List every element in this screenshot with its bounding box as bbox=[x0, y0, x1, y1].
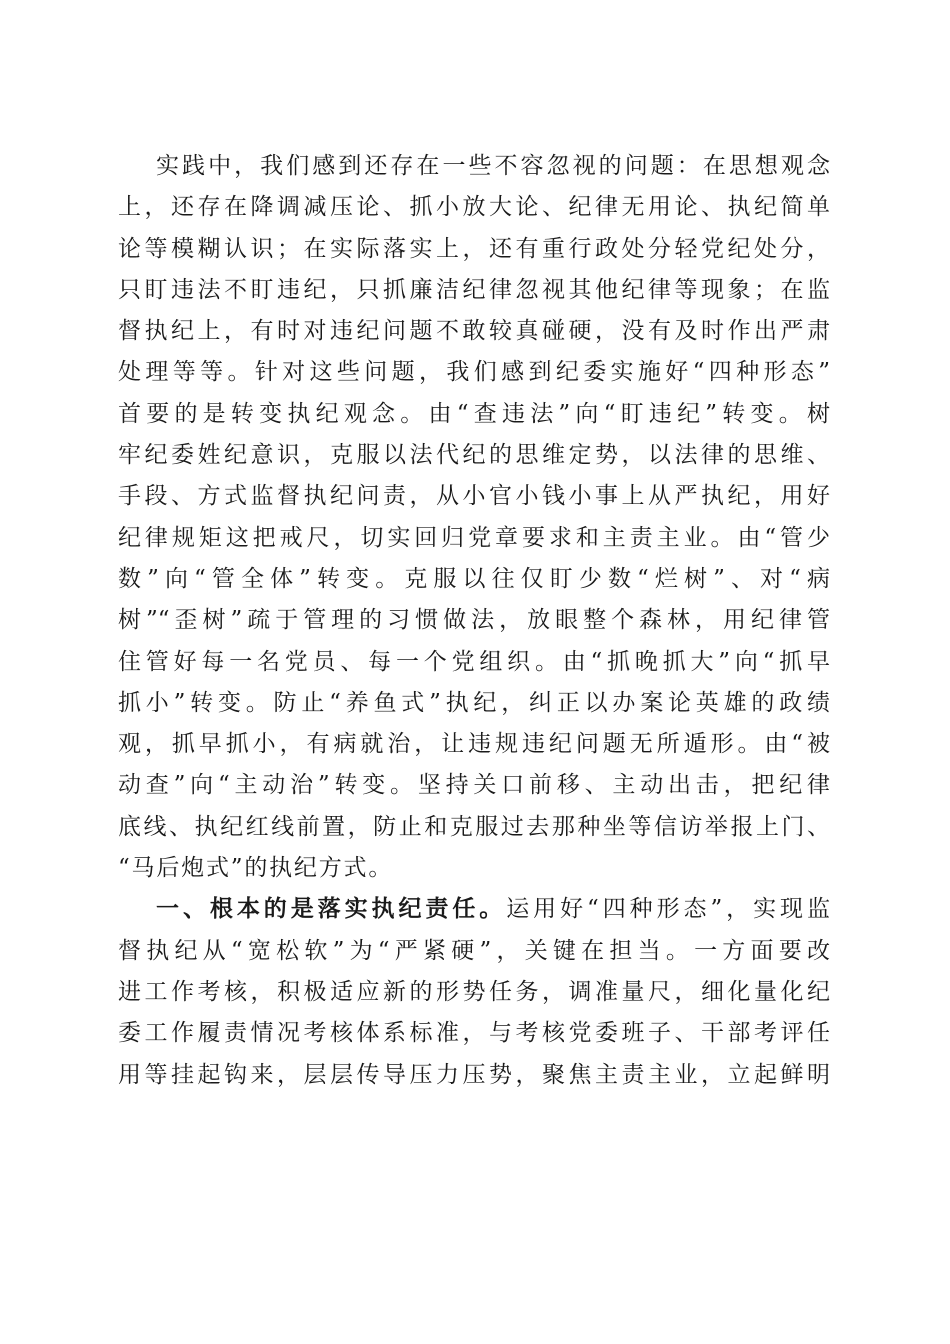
paragraph-line: 牢纪委姓纪意识，克服以法代纪的思维定势，以法律的思维、 bbox=[118, 442, 830, 469]
paragraph-line: 抓小”转变。防止“养鱼式”执纪，纠正以办案论英雄的政绩 bbox=[118, 689, 830, 716]
paragraph-line: 处理等等。针对这些问题，我们感到纪委实施好“四种形态” bbox=[118, 359, 830, 386]
paragraph-line: 进工作考核，积极适应新的形势任务，调准量尺，细化量化纪 bbox=[118, 978, 830, 1005]
paragraph-line: 督执纪从“宽松软”为“严紧硬”，关键在担当。一方面要改 bbox=[118, 937, 830, 964]
paragraph-line: 论等模糊认识；在实际落实上，还有重行政处分轻党纪处分， bbox=[118, 235, 830, 262]
paragraph-line: 动查”向“主动治”转变。坚持关口前移、主动出击，把纪律 bbox=[118, 772, 830, 799]
paragraph-line: 底线、执纪红线前置，防止和克服过去那种坐等信访举报上门、 bbox=[118, 813, 830, 840]
paragraph-line: 首要的是转变执纪观念。由“查违法”向“盯违纪”转变。树 bbox=[118, 400, 830, 427]
paragraph-line: 委工作履责情况考核体系标准，与考核党委班子、干部考评任 bbox=[118, 1020, 830, 1047]
paragraph-line: 只盯违法不盯违纪，只抓廉洁纪律忽视其他纪律等现象；在监 bbox=[118, 276, 830, 303]
paragraph-line: 实践中，我们感到还存在一些不容忽视的问题：在思想观念 bbox=[156, 153, 830, 179]
document-body bbox=[118, 146, 830, 1096]
paragraph-line: 用等挂起钩来，层层传导压力压势，聚焦主责主业，立起鲜明 bbox=[118, 1061, 830, 1088]
paragraph-line: “马后炮式”的执纪方式。 bbox=[118, 855, 394, 882]
section-heading: 一、根本的是落实执纪责任。 bbox=[156, 896, 507, 923]
paragraph-line: 观，抓早抓小，有病就治，让违规违纪问题无所遁形。由“被 bbox=[118, 731, 830, 758]
paragraph-line: 上，还存在降调减压论、抓小放大论、纪律无用论、执纪简单 bbox=[118, 194, 830, 221]
paragraph-line: 数”向“管全体”转变。克服以往仅盯少数“烂树”、对“病 bbox=[118, 565, 830, 592]
paragraph-line: 树”“歪树”疏于管理的习惯做法，放眼整个森林，用纪律管 bbox=[118, 607, 830, 634]
section-first-line-text: 运用好“四种形态”，实现监 bbox=[506, 896, 831, 923]
paragraph-line: 住管好每一名党员、每一个党组织。由“抓晚抓大”向“抓早 bbox=[118, 648, 830, 675]
paragraph-line: 纪律规矩这把戒尺，切实回归党章要求和主责主业。由“管少 bbox=[118, 524, 830, 551]
section-first-line bbox=[118, 889, 830, 930]
paragraph-line: 督执纪上，有时对违纪问题不敢较真碰硬，没有及时作出严肃 bbox=[118, 318, 830, 345]
paragraph-line: 手段、方式监督执纪问责，从小官小钱小事上从严执纪，用好 bbox=[118, 483, 830, 510]
